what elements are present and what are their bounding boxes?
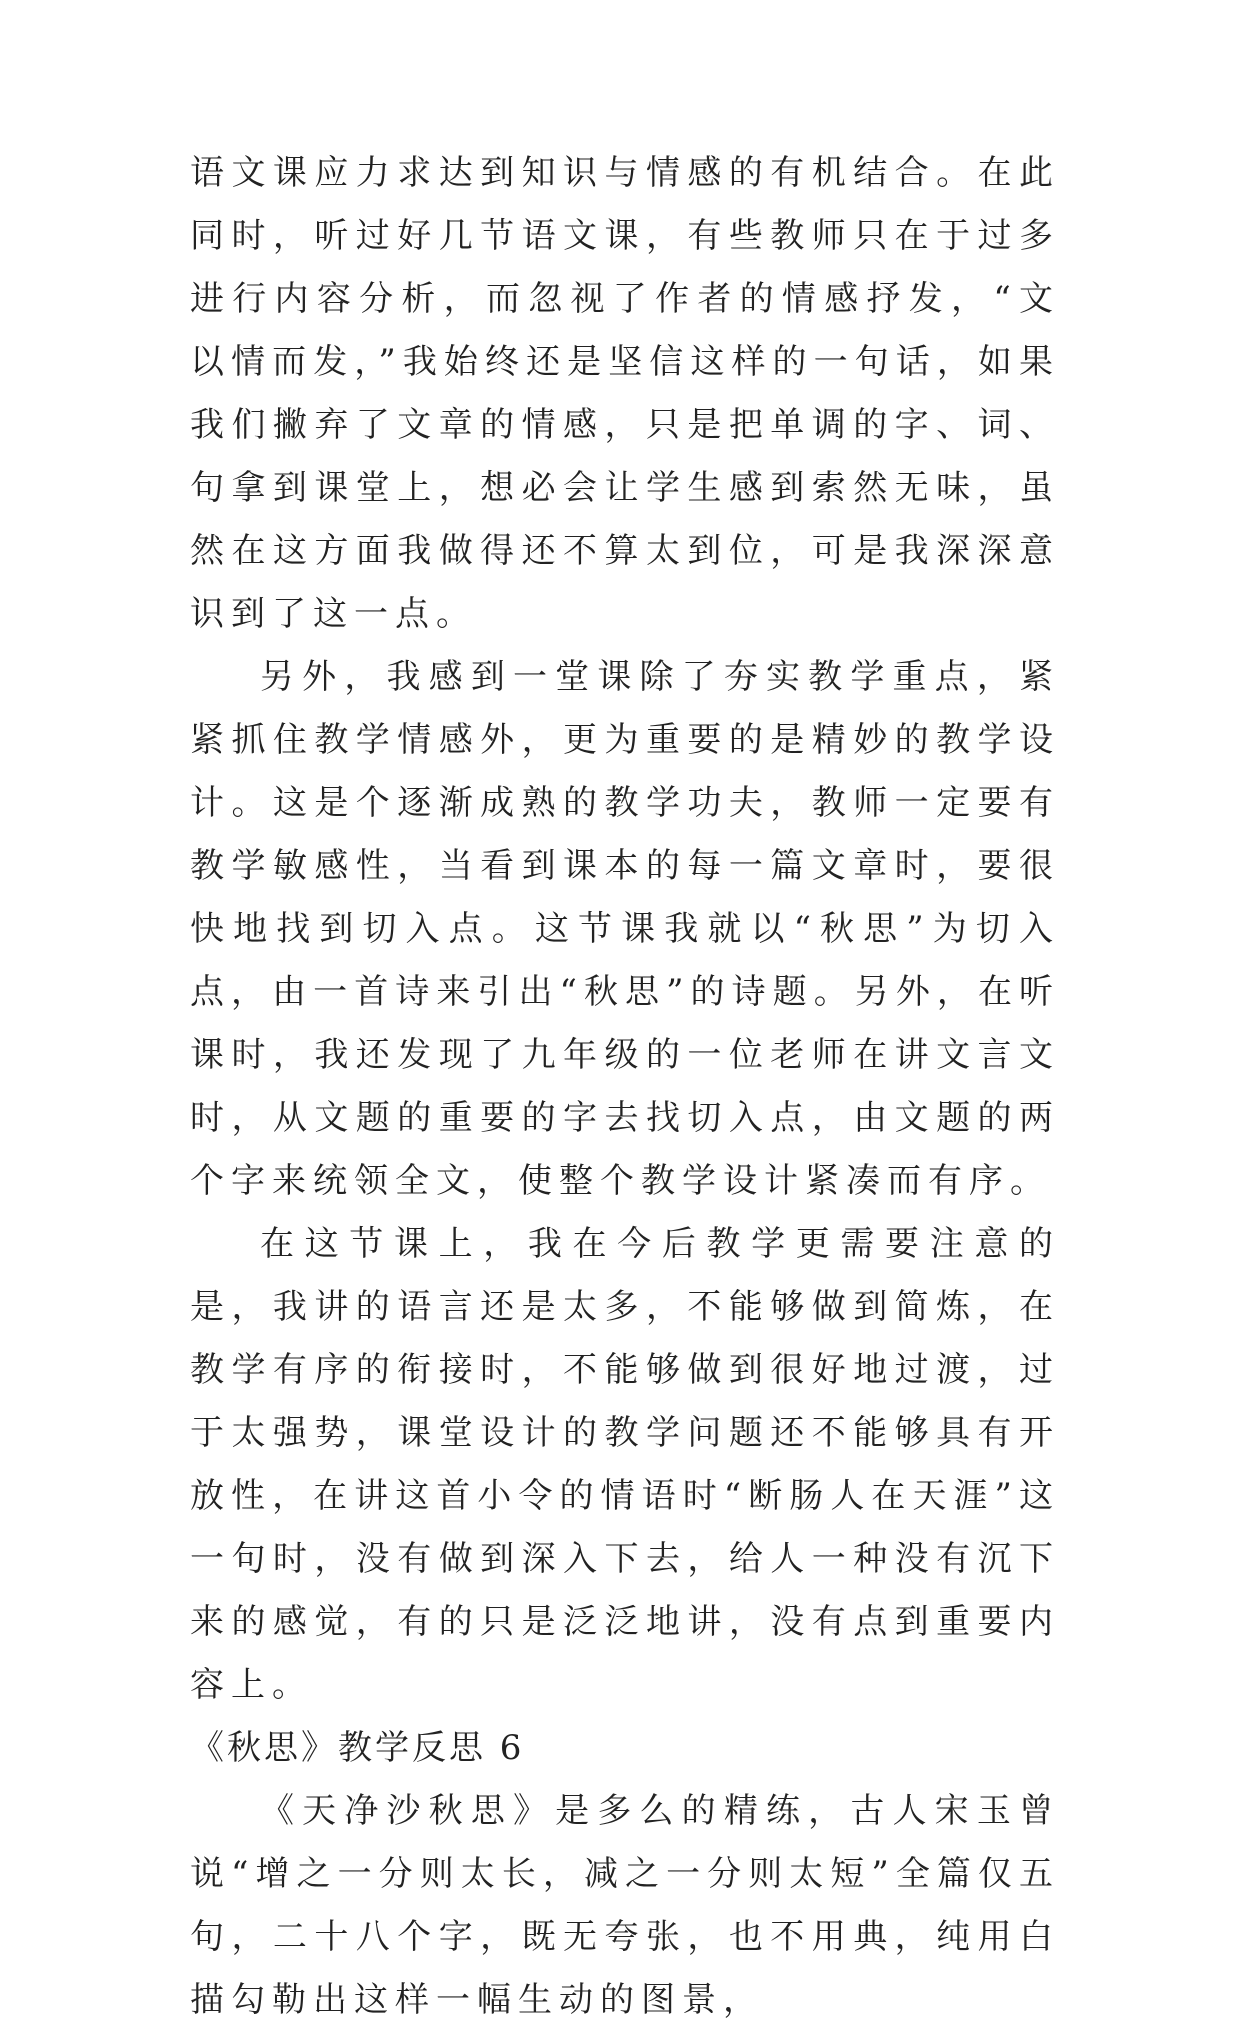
- document-page: [190, 142, 1060, 2032]
- paragraph-4: 《天净沙秋思》是多么的精练，古人宋玉曾说“增之一分则太长，减之一分则太短”全篇仅五句，二十八个字，既无夸张，也不用典，纯用白描勾勒出这样一幅生动的图景，: [190, 1791, 1060, 2020]
- section-heading: 《秋思》教学反思 6: [190, 1728, 525, 1768]
- paragraph-1: 语文课应力求达到知识与情感的有机结合。在此同时，听过好几节语文课，有些教师只在于过多进行内容分析，而忽视了作者的情感抒发，“文以情而发，”我始终还是坚信这样的一句话，如果我们撇弃了文章的情感，只是把单调的字、词、句拿到课堂上，想必会让学生感到索然无味，虽然在这方面我做得还不算太到位，可是我深深意识到了这一点。: [190, 153, 1060, 634]
- paragraph-3: 在这节课上，我在今后教学更需要注意的是，我讲的语言还是太多，不能够做到简炼，在教学有序的衔接时，不能够做到很好地过渡，过于太强势，课堂设计的教学问题还不能够具有开放性，在讲这首小令的情语时“断肠人在天涯”这一句时，没有做到深入下去，给人一种没有沉下来的感觉，有的只是泛泛地讲，没有点到重要内容上。: [190, 1224, 1060, 1705]
- paragraph-2: 另外，我感到一堂课除了夯实教学重点，紧紧抓住教学情感外，更为重要的是精妙的教学设计。这是个逐渐成熟的教学功夫，教师一定要有教学敏感性，当看到课本的每一篇文章时，要很快地找到切入点。这节课我就以“秋思”为切入点，由一首诗来引出“秋思”的诗题。另外，在听课时，我还发现了九年级的一位老师在讲文言文时，从文题的重要的字去找切入点，由文题的两个字来统领全文，使整个教学设计紧凑而有序。: [190, 657, 1060, 1201]
